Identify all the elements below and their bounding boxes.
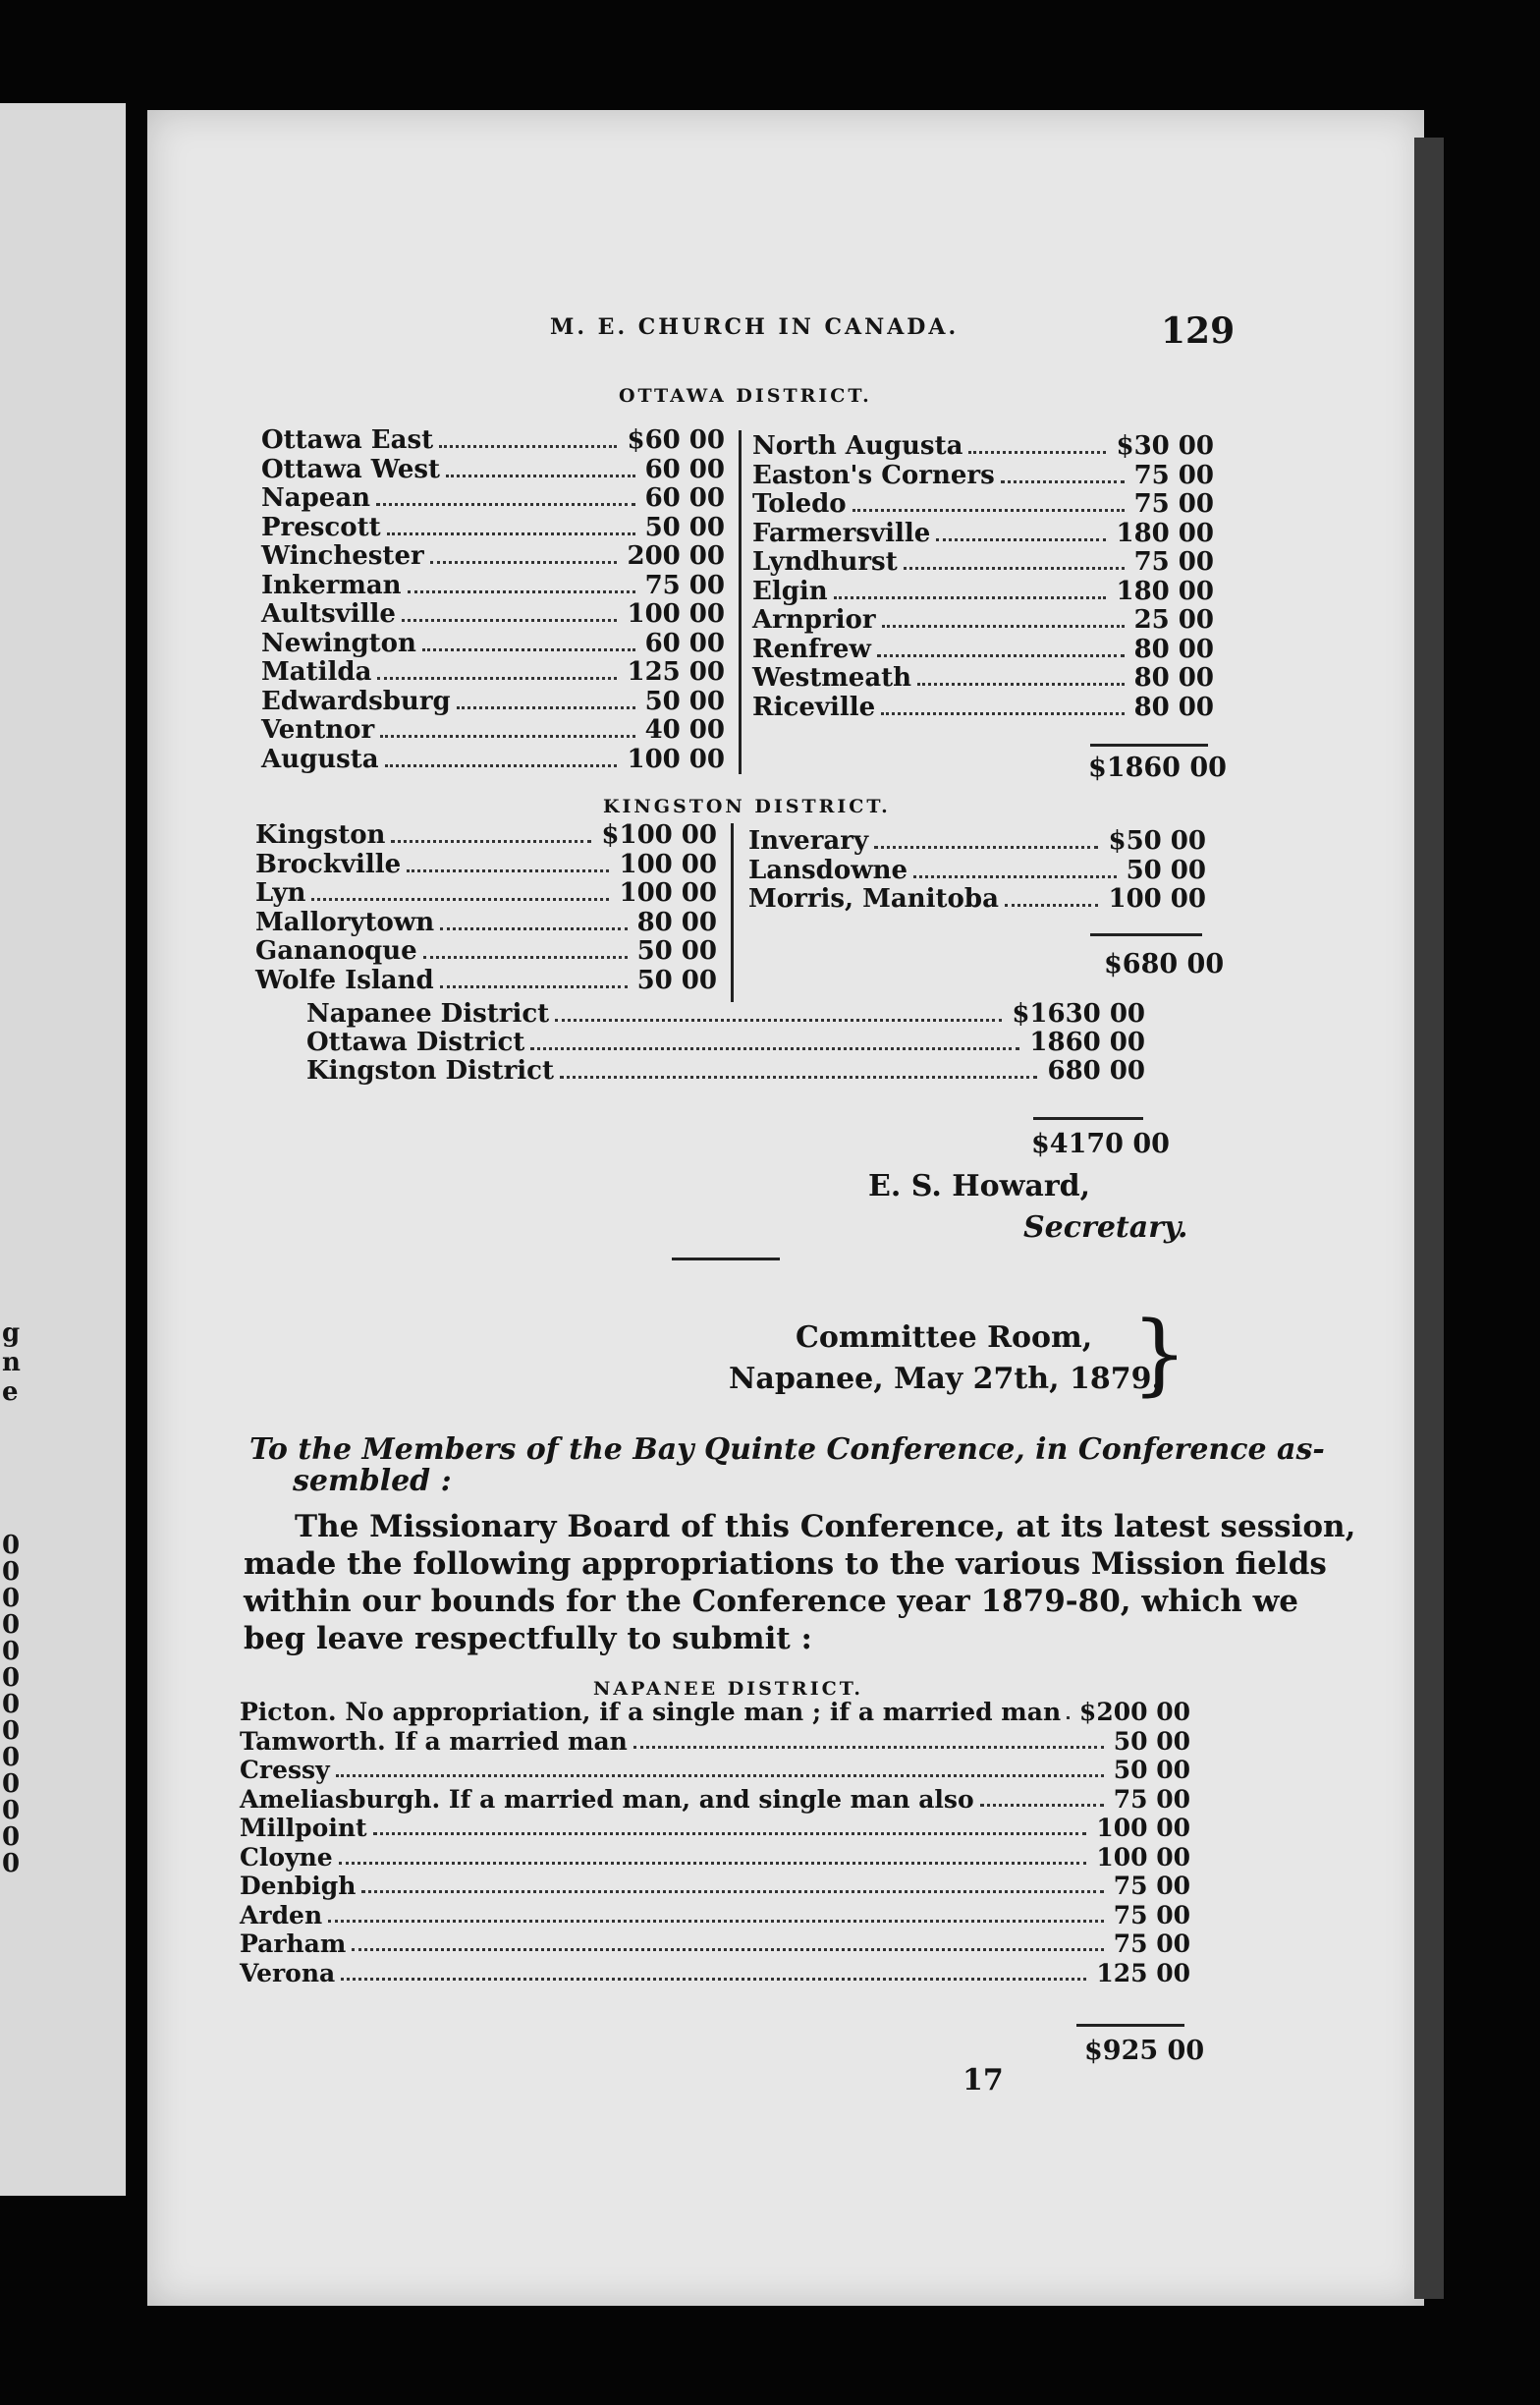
item-name: Ottawa District [306,1028,525,1057]
item-amount: 50 00 [1126,855,1206,885]
item-amount: 180 00 [1116,576,1214,606]
leader-dots [373,1832,1087,1835]
signature-name: E. S. Howard, [868,1169,1091,1203]
item-amount: $30 00 [1116,431,1214,461]
item-name: Elgin [752,576,828,606]
item-name: Cressy [240,1756,330,1784]
list-item [261,688,725,716]
total-rule [1090,933,1202,936]
leader-dots [408,590,635,593]
item-amount: 25 00 [1133,605,1214,635]
list-item [261,572,725,600]
item-name: Lyndhurst [752,547,898,577]
item-name: Ventnor [261,715,375,745]
list-item [752,490,1214,519]
list-item [752,694,1214,722]
list-item [240,1843,1190,1872]
item-name: Napanee District [306,999,550,1029]
page-number: 129 [1161,310,1236,352]
leader-dots [457,706,635,709]
left-page-char: 0 [2,1690,21,1719]
item-name: Picton. No appropriation, if a single man ; if a married man [240,1698,1062,1726]
list-item [752,578,1214,606]
left-page-fragment [0,103,126,2196]
item-name: Aultsville [261,599,396,629]
left-page-char: 0 [2,1557,21,1587]
item-name: Wolfe Island [255,965,434,995]
leader-dots [385,764,618,767]
address-line: To the Members of the Bay Quinte Conference, in Conference as- [249,1432,1325,1467]
item-amount: 75 00 [1113,1900,1190,1930]
item-amount: 75 00 [644,570,725,600]
list-item [240,1959,1190,1987]
item-amount: 200 00 [627,541,725,571]
total-rule [1090,744,1208,747]
leader-dots [881,712,1124,715]
list-item [261,456,725,484]
page-edge [1414,138,1444,2299]
left-page-char: 0 [2,1849,21,1878]
item-amount: 75 00 [1133,547,1214,577]
column-divider [731,823,734,1002]
item-name: Inverary [748,826,869,856]
grand-total: $4170 00 [1031,1129,1170,1159]
napanee-heading: NAPANEE DISTRICT. [593,1678,864,1700]
list-item [240,1814,1190,1842]
list-item [261,746,725,774]
list-item [255,937,717,966]
item-amount: 100 00 [1096,1814,1190,1842]
leader-dots [391,840,591,843]
leader-dots [380,735,634,738]
item-amount: 75 00 [1133,460,1214,490]
item-name: Tamworth. If a married man [240,1726,628,1756]
list-item [752,462,1214,490]
list-item [752,664,1214,693]
item-name: Kingston District [306,1056,554,1086]
item-amount: 75 00 [1113,1930,1190,1958]
leader-dots [874,846,1098,849]
item-name: Ottawa East [261,425,434,455]
leader-dots [917,683,1124,686]
item-name: Gananoque [255,936,417,966]
item-name: Lansdowne [748,855,908,885]
leader-dots [387,532,635,535]
leader-dots [440,927,627,930]
item-name: Ameliasburgh. If a married man, and single man also [240,1784,974,1814]
item-amount: 100 00 [627,599,725,629]
item-amount: 680 00 [1047,1056,1145,1086]
leader-dots [882,625,1125,628]
item-name: North Augusta [752,431,963,461]
item-name: Brockville [255,849,402,879]
leader-dots [376,503,634,506]
list-item [261,658,725,687]
item-amount: $50 00 [1108,826,1206,856]
item-amount: 100 00 [619,849,717,879]
total-rule [1033,1117,1143,1120]
leader-dots [328,1920,1104,1923]
item-amount: 100 00 [627,744,725,774]
list-item [255,879,717,908]
list-item [240,1901,1190,1930]
leader-dots [555,1019,1002,1022]
item-name: Parham [240,1930,347,1958]
list-item [255,909,717,937]
item-amount: 75 00 [1133,489,1214,519]
item-name: Newington [261,628,416,658]
item-amount: 50 00 [636,936,717,966]
leader-dots [936,538,1106,541]
list-item [255,821,717,850]
list-item [261,514,725,542]
column-divider [739,430,742,774]
leader-dots [311,898,609,901]
section-rule [672,1258,780,1260]
left-page-char: n [2,1348,21,1377]
leader-dots [422,648,635,651]
list-item [261,600,725,629]
leader-dots [980,1804,1104,1807]
list-item [752,432,1214,461]
list-item [240,1872,1190,1900]
signature-title: Secretary. [1023,1210,1188,1245]
leader-dots [633,1746,1104,1749]
list-item [261,630,725,658]
leader-dots [913,875,1117,878]
leader-dots [407,869,609,872]
item-amount: 80 00 [1133,634,1214,664]
item-amount: 40 00 [644,715,725,745]
item-amount: 60 00 [644,628,725,658]
leader-dots [852,509,1125,512]
item-name: Cloyne [240,1842,333,1872]
item-amount: 60 00 [644,454,725,484]
item-amount: 100 00 [1108,884,1206,914]
total-rule [1076,2024,1184,2027]
item-amount: 80 00 [636,907,717,937]
item-name: Mallorytown [255,907,435,937]
paragraph-line: The Missionary Board of this Conference, at its latest session, [295,1509,1356,1544]
item-name: Lyn [255,878,306,908]
item-amount: 50 00 [644,512,725,542]
leader-dots [341,1978,1086,1981]
leader-dots [904,567,1125,570]
item-amount: 80 00 [1133,663,1214,693]
leader-dots [968,451,1106,454]
item-amount: 75 00 [1113,1784,1190,1814]
left-page-char: 0 [2,1716,21,1746]
left-page-char: 0 [2,1743,21,1772]
item-amount: $200 00 [1078,1698,1190,1726]
item-amount: $1630 00 [1012,999,1145,1029]
left-page-char: 0 [2,1822,21,1852]
leader-dots [339,1862,1087,1865]
left-page-char: e [2,1377,19,1407]
item-name: Westmeath [752,663,912,693]
leader-dots [430,561,618,564]
list-item [240,1785,1190,1814]
paragraph-line: within our bounds for the Conference year 1879-80, which we [244,1584,1298,1619]
brace: } [1131,1303,1188,1406]
item-name: Kingston [255,820,386,850]
kingston-total: $680 00 [1104,949,1225,979]
item-amount: 50 00 [1113,1726,1190,1756]
list-item [306,1057,1145,1086]
list-item [240,1756,1190,1784]
item-name: Napean [261,483,371,513]
item-amount: 60 00 [644,483,725,513]
list-item [752,606,1214,635]
left-page-char: 0 [2,1769,21,1799]
napanee-total: $925 00 [1084,2036,1205,2066]
list-item [306,1000,1145,1029]
list-item [748,827,1206,856]
item-amount: 50 00 [1113,1756,1190,1784]
item-name: Ottawa West [261,454,441,484]
ottawa-total: $1860 00 [1088,753,1227,783]
leader-dots [834,596,1107,599]
list-item [306,1029,1145,1057]
address-line-cont: sembled : [293,1464,452,1498]
leader-dots [1001,480,1125,483]
item-name: Arnprior [752,605,876,635]
item-name: Morris, Manitoba [748,884,999,914]
list-item [261,426,725,455]
list-item [752,636,1214,664]
item-amount: 100 00 [1096,1842,1190,1872]
item-amount: 125 00 [627,657,725,687]
committee-room: Committee Room, [796,1320,1093,1355]
item-name: Easton's Corners [752,460,995,490]
list-item [752,548,1214,577]
leader-dots [377,677,617,680]
list-item [240,1698,1190,1726]
item-name: Riceville [752,692,876,722]
leader-dots [402,619,618,622]
left-page-char: 0 [2,1637,21,1666]
signature-mark: 17 [962,2063,1004,2097]
leader-dots [560,1076,1037,1079]
leader-dots [1005,904,1099,907]
item-amount: 75 00 [1113,1872,1190,1900]
list-item [261,716,725,745]
left-page-char: g [2,1318,21,1348]
list-item [261,542,725,571]
item-amount: 80 00 [1133,692,1214,722]
paragraph-line: made the following appropriations to the various Mission fields [244,1546,1327,1582]
committee-date: Napanee, May 27th, 1879. [729,1362,1162,1396]
item-name: Arden [240,1900,323,1930]
item-name: Augusta [261,744,379,774]
leader-dots [423,956,628,959]
item-name: Denbigh [240,1872,357,1900]
item-name: Millpoint [240,1814,367,1842]
item-name: Matilda [261,657,372,687]
leader-dots [336,1774,1104,1777]
item-amount: 125 00 [1096,1958,1190,1987]
list-item [748,857,1206,885]
left-page-char: 0 [2,1663,21,1693]
item-name: Verona [240,1958,336,1987]
leader-dots [361,1890,1103,1893]
leader-dots [440,985,628,988]
item-name: Edwardsburg [261,686,451,716]
item-amount: 180 00 [1116,518,1214,548]
left-page-char: 0 [2,1610,21,1640]
list-item [240,1930,1190,1958]
list-item [240,1727,1190,1756]
leader-dots [439,445,617,448]
item-name: Toledo [752,489,847,519]
ottawa-heading: OTTAWA DISTRICT. [619,385,872,407]
item-amount: $60 00 [627,425,725,455]
item-name: Prescott [261,512,381,542]
item-name: Winchester [261,541,424,571]
item-amount: 50 00 [636,965,717,995]
item-amount: 100 00 [619,878,717,908]
leader-dots [446,475,635,477]
item-amount: 50 00 [644,686,725,716]
list-item [261,484,725,513]
item-name: Renfrew [752,634,871,664]
list-item [255,967,717,995]
kingston-heading: KINGSTON DISTRICT. [603,796,891,817]
left-page-char: 0 [2,1584,21,1613]
leader-dots [877,654,1125,657]
item-name: Inkerman [261,570,402,600]
leader-dots [530,1047,1019,1050]
leader-dots [1067,1716,1070,1719]
left-page-char: 0 [2,1796,21,1825]
item-amount: 1860 00 [1029,1028,1145,1057]
left-page-char: 0 [2,1531,21,1560]
list-item [752,520,1214,548]
list-item [255,851,717,879]
paragraph-line: beg leave respectfully to submit : [244,1621,812,1656]
item-amount: $100 00 [601,820,717,850]
running-header: M. E. CHURCH IN CANADA. [550,314,960,340]
item-name: Farmersville [752,518,931,548]
leader-dots [352,1948,1103,1951]
list-item [748,885,1206,914]
